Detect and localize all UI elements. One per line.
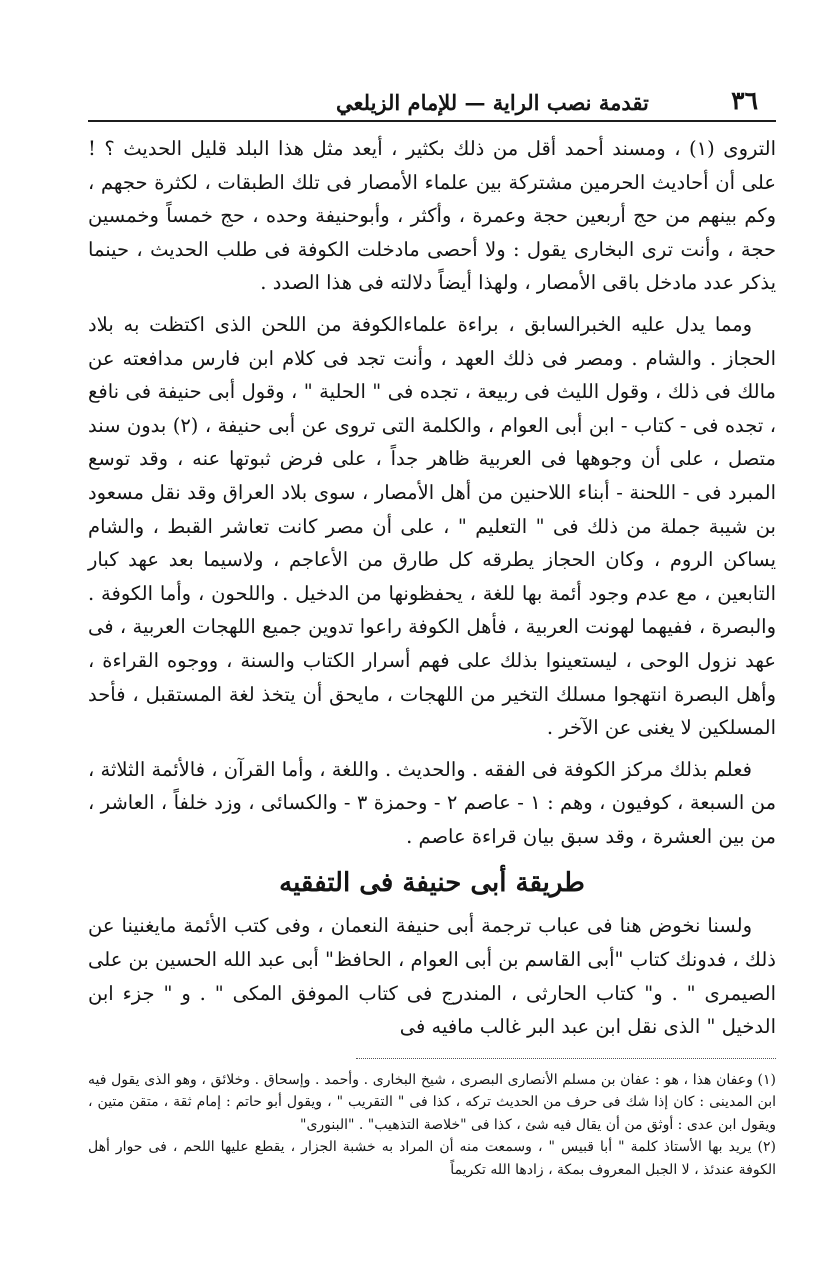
running-header: [88, 80, 776, 122]
page-number: ٣٦: [731, 86, 758, 115]
main-text: [88, 132, 776, 1044]
footnotes: [88, 1069, 776, 1182]
running-title: تقدمة نصب الراية — للإمام الزيلعي: [336, 90, 649, 115]
book-page: [88, 80, 776, 1200]
section-heading: طريقة أبى حنيفة فى التفقيه: [279, 868, 585, 899]
footnote-2: (٢) يريد بها الأستاذ كلمة " أبا قبيس " ، وسمعت منه أن المراد به خشبة الجزار ، يقطع عليها اللحم ، فى حوار أهل الكوفة عندئذ ، لا الجبل المعروف بمكة ، زادها الله تكريماً: [88, 1139, 776, 1178]
paragraph-1: التروى (١) ، ومسند أحمد أقل من ذلك بكثير ، أيعد مثل هذا البلد قليل الحديث ؟ ! على أن أحاديث الحرمين مشتركة بين علماء الأمصار فى تلك الطبقات ، لكثرة حجهم ، وكم بينهم من حج أربعين حجة وعمرة ، وأكثر ، وأبوحنيفة وحده ، حج خمساً وخمسين حجة ، وأنت ترى البخارى يقول : ولا أحصى مادخلت الكوفة فى طلب الحديث ، حينما يذكر عدد مادخل باقى الأمصار ، ولهذا أيضاً دلالته فى هذا الصدد .: [88, 137, 776, 295]
paragraph-3: فعلم بذلك مركز الكوفة فى الفقه . والحديث . واللغة ، وأما القرآن ، فالأئمة الثلاثة ، من السبعة ، كوفيون ، وهم : ١ - عاصم ٢ - وحمزة ٣ - والكسائى ، وزد خلفاً ، العاشر ، من بين العشرة ، وقد سبق بيان قراءة عاصم .: [88, 757, 777, 848]
footnote-1: (١) وعفان هذا ، هو : عفان بن مسلم الأنصارى البصرى ، شيخ البخارى . وأحمد . وإسحاق . وخلائق ، وهو الذى يقول فيه ابن المدينى : كان إذا شك فى حرف من الحديث تركه ، كذا فى " التقريب " ، ويقول أبو حاتم : إمام ثقة ، متقن متين ، ويقول ابن عدى : أوثق من أن يقال فيه شئ ، كذا فى "خلاصة التذهيب" . "البنورى": [88, 1071, 776, 1133]
paragraph-2: ومما يدل عليه الخبرالسابق ، براءة علماءالكوفة من اللحن الذى اكتظت به بلاد الحجاز . والشام . ومصر فى ذلك العهد ، وأنت تجد فى كلام ابن فارس مدافعته عن مالك فى ذلك ، وقول الليث فى ربيعة ، تجده فى " الحلية " ، وقول أبى حنيفة فى نافع ، تجده فى - كتاب - ابن أبى العوام ، والكلمة التى تروى عن أبى حنيفة ، (٢) بدون سند متصل ، على أن وجوهها فى العربية ظاهر جداً ، على فرض ثبوتها عنه ، وقد توسع المبرد فى - اللحنة - أبناء اللاحنين من أهل الأمصار ، سوى بلاد العراق وقد نقل مسعود بن شيبة جملة من ذلك فى " التعليم " ، على أن مصر كانت تعاشر القبط ، والشام يساكن الروم ، وكان الحجاز يطرقه كل طارق من الأعاجم ، ولاسيما بعد عهد كبار التابعين ، مع عدم وجود أئمة بها للغة ، يحفظونها من الدخيل . واللحون ، وأما الكوفة . والبصرة ، ففيهما لهونت العربية ، فأهل الكوفة راعوا تدوين جميع اللهجات العربية ، فى عهد نزول الوحى ، ليستعينوا بذلك على فهم أسرار الكتاب والسنة ، ووجوه القراءة ، وأهل البصرة انتهجوا مسلك التخير من اللهجات ، مايحق أن يتخذ لغة المستقبل ، فأحد المسلكين لا يغنى عن الآخر .: [88, 312, 776, 740]
footnote-divider: [356, 1058, 776, 1059]
paragraph-4: ولسنا نخوض هنا فى عباب ترجمة أبى حنيفة النعمان ، وفى كتب الأئمة مايغنينا عن ذلك ، فدونك كتاب "أبى القاسم بن أبى العوام ، الحافظ" أبى عبد الله الحسين بن على الصيمرى " . و" كتاب الحارثى ، المندرج فى كتاب الموفق المكى " . و " جزء ابن الدخيل " الذى نقل ابن عبد البر غالب مافيه فى: [88, 914, 776, 1039]
